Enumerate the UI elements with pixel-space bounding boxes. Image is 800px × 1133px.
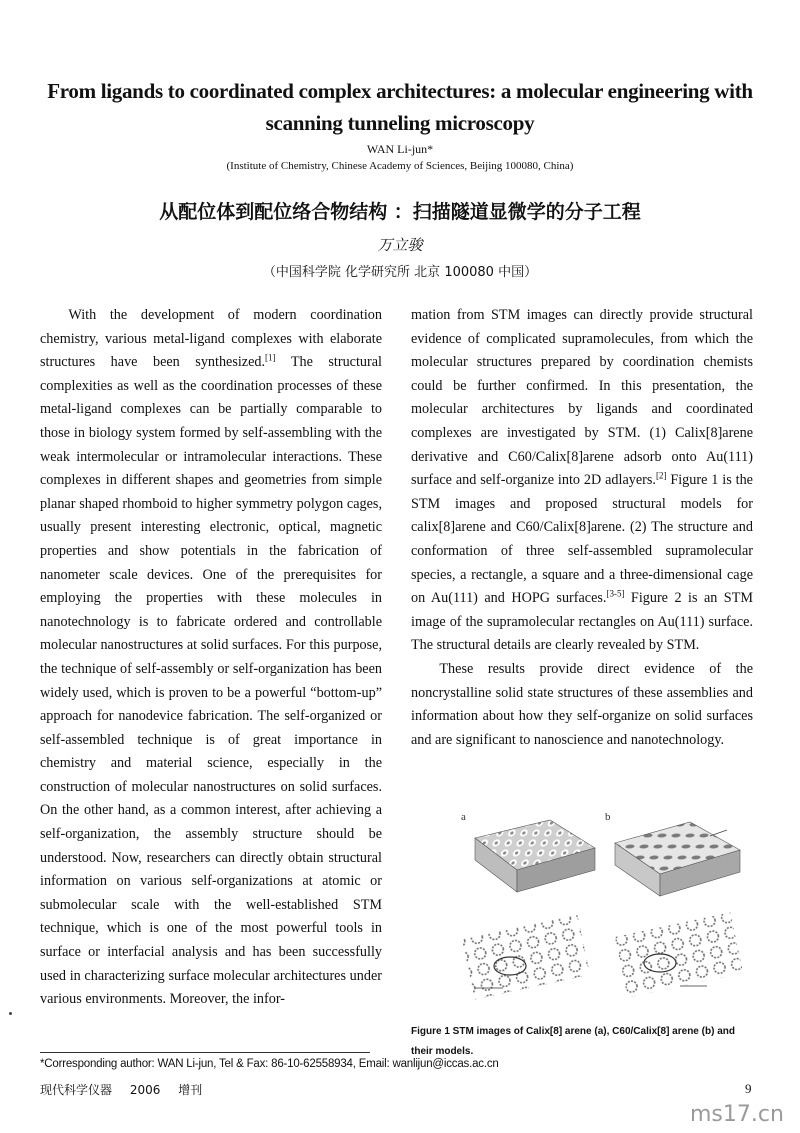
affiliation-cn: （中国科学院 化学研究所 北京 100080 中国） [262,265,538,280]
figure-1 [455,808,755,1008]
footnote-divider [40,1052,370,1053]
stm-panel-b [615,822,740,896]
margin-dot [9,1012,12,1015]
text-run: Figure 1 is the STM images and proposed structural models for calix[8]arene and C60/Calix[8]arene. (2) The structure and conformation of three self-assembled supramolecular species, a rectangle, a square and a three-dimensional cage on Au(111) and HOPG surfaces. [411,472,753,607]
author-en: WAN Li-jun* [366,142,434,156]
watermark: ms17.cn [690,1102,784,1127]
journal-issue: 增刊 [178,1083,203,1097]
paper-title-en: From ligands to coordinated complex architectures: a molecular engineering with scanning tunneling microscopy [47,79,753,135]
panel-label-b: b [605,811,611,823]
figure-caption: Figure 1 STM images of Calix[8] arene (a), C60/Calix[8] arene (b) and their models. [411,1026,735,1057]
stm-images [455,808,755,1008]
author-cn: 万立骏 [377,236,423,254]
body-column-right [411,304,753,752]
paper-title-cn: 从配位体到配位络合物结构 ：扫描隧道显微学的分子工程 [159,201,641,223]
body-column-left [40,304,382,1012]
text-run: The structural complexities as well as the coordination processes of these metal-ligand complexes can be partially comparable to those in biology system formed by self-assembling with the weak intermolecular or intramolecular interactions. These complexes in different shapes and geometries from simple planar shaped rhomboid to higher symmetry polygon cages, usually present interesting electronic, optical, magnetic properties and show potentials in the fabrication of nanometer scale devices. One of the prerequisites for employing the properties with these molecules in nanotechnology is to fabricate ordered and controllable molecular nanostructures at solid surfaces. For this purpose, the technique of self-assembly or self-organization has been widely used, which is proven to be a powerful “bottom-up” approach for nanodevice fabrication. The self-organized or self-assembled technique is of great importance in chemistry and material science, especially in the construction of molecular nanostructures on solid surfaces. On the other hand, as a common interest, after achieving a self-organization, the assembly structure should be understood. Now, researchers can directly obtain structural information on various self-organizations at atomic or submolecular scale with the well-established STM technique, which is one of the most powerful tools in surface or interfacial analysis and has been successfully used in characterizing surface molecular architectures under various environments. Moreover, the infor- [40,354,382,1008]
paragraph: These results provide direct evidence of the noncrystalline solid state structures of these assemblies and information about how they self-organize on solid surfaces and are significant to nanoscience and nanotechnology. [411,660,753,748]
journal-info [40,1081,216,1098]
paragraph [411,304,753,658]
citation: [1] [265,352,276,363]
model-panel-b [615,912,743,997]
journal-year: 2006 [129,1083,161,1097]
citation: [2] [655,470,667,481]
stm-panel-a [475,820,595,892]
paragraph [40,304,382,1012]
affiliation-en: (Institute of Chemistry, Chinese Academy of Sciences, Beijing 100080, China) [226,160,574,172]
model-panel-a [462,914,590,999]
journal-name: 现代科学仪器 [40,1083,113,1097]
panel-label-a: a [461,811,466,823]
text-run: mation from STM images can directly provide structural evidence of complicated supramolecules, from which the molecular structures prepared by coordination chemists could be further confirmed. In this presentation, the molecular architectures by ligands and coordinated complexes are investigated by STM. (1) Calix[8]arene derivative and C60/Calix[8]arene adsorb onto Au(111) surface and self-organize into 2D adlayers. [411,307,753,489]
footnote: *Corresponding author: WAN Li-jun, Tel & Fax: 86-10-62558934, Email: wanlijun@iccas.ac.cn [40,1058,499,1070]
page-number: 9 [745,1081,752,1096]
text-run: With the development of modern coordination chemistry, various metal-ligand complexes with elaborate structures have been synthesized. [40,307,382,371]
citation: [3-5] [606,588,625,599]
text-run: Figure 2 is an STM image of the supramolecular rectangles on Au(111) surface. The structural details are clearly revealed by STM. [411,590,753,654]
